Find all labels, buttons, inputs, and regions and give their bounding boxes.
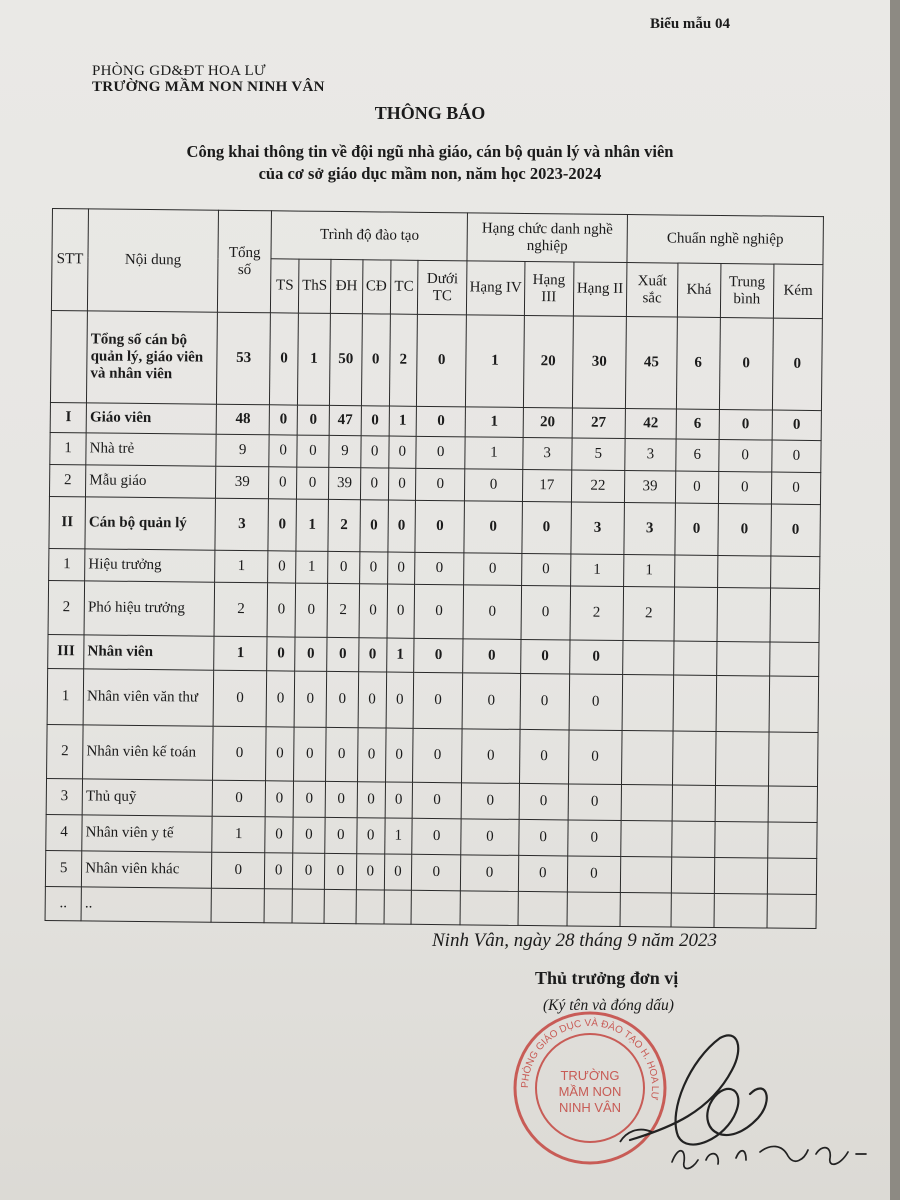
cell-value: 0 <box>521 585 571 640</box>
cell-value: 0 <box>269 435 297 467</box>
header-trung-binh: Trung bình <box>720 264 774 319</box>
cell-value <box>714 857 768 894</box>
cell-value <box>767 894 817 929</box>
cell-value: 2 <box>214 582 268 637</box>
cell-value: 0 <box>293 817 325 853</box>
cell-value: 0 <box>325 817 357 853</box>
header-kem: Kém <box>773 264 823 319</box>
cell-value: 0 <box>360 468 388 500</box>
cell-value: 1 <box>212 816 266 853</box>
cell-value: 1 <box>214 636 268 671</box>
cell-value: 17 <box>522 469 571 502</box>
cell-value: 22 <box>571 470 625 503</box>
school-name: TRƯỜNG MẦM NON NINH VÂN <box>92 79 325 95</box>
cell-value <box>620 892 671 927</box>
cell-value: 0 <box>519 729 569 784</box>
cell-stt: III <box>48 634 85 668</box>
cell-value: 0 <box>268 499 296 551</box>
cell-value <box>769 642 819 677</box>
cell-value: 39 <box>328 467 360 499</box>
cell-value: 0 <box>675 471 718 503</box>
cell-value <box>518 891 567 926</box>
cell-value <box>411 890 460 925</box>
document-title: THÔNG BÁO <box>374 103 486 123</box>
cell-value: 0 <box>521 553 570 586</box>
cell-noi-dung: Giáo viên <box>86 403 216 434</box>
cell-value <box>674 641 717 675</box>
cell-value: 0 <box>357 728 385 782</box>
cell-stt: I <box>50 402 86 432</box>
cell-value: 0 <box>522 501 572 554</box>
cell-value: 6 <box>676 439 719 471</box>
cell-value: 0 <box>297 405 329 435</box>
header-chuan-nghe-nghiep: Chuẩn nghề nghiệp <box>627 215 824 265</box>
cell-value: 0 <box>675 503 718 555</box>
cell-value: 0 <box>384 854 412 890</box>
cell-value: 0 <box>461 783 519 820</box>
cell-value <box>770 588 820 643</box>
cell-value: 0 <box>416 468 465 501</box>
cell-noi-dung: .. <box>81 887 211 922</box>
cell-value: 0 <box>414 638 463 673</box>
cell-noi-dung: Nhân viên <box>84 635 214 670</box>
staff-table <box>45 208 824 929</box>
cell-value <box>672 821 715 857</box>
svg-text:NINH VÂN: NINH VÂN <box>558 1100 622 1115</box>
cell-value: 1 <box>465 407 523 438</box>
cell-value <box>673 675 716 731</box>
cell-value: 50 <box>329 313 362 405</box>
cell-value: 0 <box>416 436 465 469</box>
cell-value: 0 <box>567 856 621 893</box>
cell-value: 0 <box>295 583 328 637</box>
cell-value: 0 <box>413 672 463 729</box>
form-code: Biểu mẫu 04 <box>650 16 731 32</box>
cell-noi-dung: Nhân viên y tế <box>82 815 212 852</box>
cell-value: 0 <box>327 637 359 671</box>
header-dh: ĐH <box>330 259 363 313</box>
cell-value: 0 <box>719 409 773 440</box>
svg-text:TRƯỜNG: TRƯỜNG <box>560 1068 620 1083</box>
cell-value: 0 <box>388 436 416 468</box>
cell-value <box>621 784 672 821</box>
cell-noi-dung: Mẫu giáo <box>86 465 216 498</box>
cell-value <box>716 641 770 676</box>
cell-value: 0 <box>211 852 265 889</box>
cell-value <box>671 857 714 893</box>
table-row <box>49 496 821 556</box>
header-ts: TS <box>271 259 299 313</box>
header-duoi-tc: Dưới TC <box>418 260 468 315</box>
cell-value: 0 <box>719 318 773 411</box>
header-tong-so: Tổng số <box>217 210 271 313</box>
cell-value: 0 <box>328 551 360 583</box>
cell-value <box>717 555 771 588</box>
cell-value: 1 <box>297 313 330 405</box>
cell-value: 0 <box>718 439 772 472</box>
cell-value: 0 <box>465 469 523 502</box>
cell-stt: 4 <box>46 814 83 850</box>
staff-table-body <box>45 310 822 928</box>
document-subtitle-line-1: Công khai thông tin về đội ngũ nhà giáo, cán bộ quản lý và nhân viên <box>186 142 674 161</box>
cell-value <box>673 731 716 785</box>
cell-stt: 1 <box>47 668 84 724</box>
cell-value: 30 <box>572 316 626 409</box>
cell-value: 0 <box>266 727 294 781</box>
header-hang-chuc-danh: Hạng chức danh nghề nghiệp <box>467 213 627 263</box>
cell-value: 1 <box>389 406 417 436</box>
cell-noi-dung: Tổng số cán bộ quản lý, giáo viên và nhân viên <box>87 311 218 404</box>
cell-stt: 2 <box>48 580 85 634</box>
cell-value: 6 <box>676 317 720 409</box>
cell-value: 1 <box>386 638 414 672</box>
cell-value <box>621 820 672 857</box>
cell-value: 0 <box>361 314 390 406</box>
cell-value: 0 <box>212 780 266 817</box>
cell-value: 0 <box>267 637 295 671</box>
cell-value <box>768 786 818 823</box>
cell-value: 0 <box>412 782 461 819</box>
cell-value <box>460 891 518 926</box>
cell-value: 0 <box>385 782 413 818</box>
cell-value: 0 <box>268 551 296 583</box>
seal-ring-text: PHÒNG GIÁO DỤC VÀ ĐÀO TẠO H. HOA LƯ <box>519 1017 661 1101</box>
cell-value: 0 <box>520 673 570 730</box>
cell-value: 2 <box>623 587 675 642</box>
cell-value: 0 <box>463 639 521 674</box>
cell-value: 6 <box>676 409 719 439</box>
cell-value: 45 <box>625 317 677 410</box>
header-cd: CĐ <box>362 260 390 314</box>
cell-value: 0 <box>270 313 299 405</box>
cell-value: 0 <box>462 673 520 730</box>
header-hang-iv: Hạng IV <box>467 261 525 316</box>
cell-value: 0 <box>295 637 327 671</box>
cell-value: 0 <box>267 583 295 637</box>
cell-value: 3 <box>215 498 269 551</box>
cell-value: 0 <box>213 726 267 781</box>
cell-value: 0 <box>265 781 293 817</box>
cell-value: 2 <box>570 586 624 641</box>
cell-value: 20 <box>523 407 572 438</box>
cell-value: 0 <box>461 819 519 856</box>
cell-stt: 5 <box>45 850 82 886</box>
cell-value: 2 <box>327 583 360 637</box>
cell-value: 0 <box>265 853 293 889</box>
cell-value: 0 <box>464 501 522 554</box>
cell-value: 0 <box>266 671 294 727</box>
cell-value: 0 <box>269 405 297 435</box>
cell-value <box>356 890 384 924</box>
cell-value: 2 <box>328 499 360 551</box>
header-xuat-sac: Xuất sắc <box>626 263 678 318</box>
header-stt: STT <box>51 209 88 311</box>
cell-value <box>292 889 324 923</box>
cell-value: 0 <box>297 435 329 467</box>
cell-value: 0 <box>358 672 386 728</box>
svg-text:MẦM NON: MẦM NON <box>558 1084 622 1099</box>
cell-value: 0 <box>360 500 388 552</box>
cell-value <box>672 785 715 821</box>
cell-value: 0 <box>387 584 415 638</box>
cell-value: 47 <box>329 405 361 435</box>
cell-value: 0 <box>356 854 384 890</box>
cell-value <box>714 893 768 928</box>
cell-value <box>716 675 770 732</box>
cell-value: 9 <box>216 434 270 467</box>
cell-value: 0 <box>359 638 387 672</box>
cell-value: 3 <box>624 503 676 556</box>
cell-value <box>675 555 718 587</box>
cell-value: 0 <box>361 406 389 436</box>
cell-value <box>623 641 674 676</box>
cell-stt <box>50 310 87 402</box>
cell-value: 0 <box>386 672 414 728</box>
cell-value: 0 <box>568 784 622 821</box>
cell-value: 0 <box>387 552 415 584</box>
cell-value: 0 <box>415 552 464 585</box>
cell-value: 42 <box>625 409 676 440</box>
table-row <box>45 886 816 928</box>
cell-value: 0 <box>417 314 467 407</box>
cell-value: 0 <box>269 467 297 499</box>
cell-value <box>671 893 714 927</box>
cell-value <box>324 889 356 923</box>
header-hang-ii: Hạng II <box>573 262 627 317</box>
cell-stt: 2 <box>47 724 84 778</box>
head-title: Thủ trưởng đơn vị <box>535 968 679 988</box>
cell-value: 0 <box>518 819 567 856</box>
table-row <box>47 724 819 786</box>
cell-value: 3 <box>523 437 572 470</box>
cell-value: 0 <box>324 853 356 889</box>
cell-value: 0 <box>385 728 413 782</box>
cell-noi-dung: Nhà trẻ <box>86 433 216 466</box>
cell-noi-dung: Cán bộ quản lý <box>85 497 215 550</box>
cell-value: 0 <box>771 472 820 505</box>
cell-value: 0 <box>718 471 772 504</box>
cell-value: 0 <box>357 818 385 854</box>
cell-value: 39 <box>624 471 675 504</box>
cell-value <box>620 856 671 893</box>
cell-value <box>715 785 769 822</box>
cell-stt: 2 <box>49 464 86 496</box>
cell-value: 5 <box>571 438 625 471</box>
cell-value: 2 <box>389 314 418 406</box>
cell-value: 0 <box>569 640 623 675</box>
cell-value <box>621 730 673 785</box>
cell-value <box>767 858 817 895</box>
cell-noi-dung: Phó hiệu trưởng <box>84 581 214 636</box>
cell-value: 0 <box>325 727 358 781</box>
cell-value: 1 <box>296 499 328 551</box>
header-ths: ThS <box>298 259 331 313</box>
cell-value: 1 <box>384 818 412 854</box>
cell-value: 1 <box>624 555 675 588</box>
cell-value: 0 <box>518 855 567 892</box>
cell-value: 0 <box>412 818 461 855</box>
signature-icon <box>560 1020 890 1180</box>
cell-value: 0 <box>772 440 821 473</box>
cell-value: 0 <box>718 503 772 556</box>
cell-value <box>674 587 717 641</box>
cell-value: 0 <box>265 817 293 853</box>
cell-value: 0 <box>326 671 359 727</box>
cell-value <box>768 732 818 787</box>
document-subtitle-line-2: của cơ sở giáo dục mầm non, năm học 2023-2024 <box>258 164 602 183</box>
table-row <box>50 310 822 410</box>
cell-value: 0 <box>412 854 461 891</box>
cell-value: 0 <box>461 855 519 892</box>
cell-value: 0 <box>293 781 325 817</box>
cell-stt: II <box>49 496 86 548</box>
cell-value: 0 <box>359 552 387 584</box>
cell-stt: .. <box>45 886 82 920</box>
cell-value <box>769 676 819 733</box>
cell-value: 1 <box>466 315 524 408</box>
cell-value <box>770 556 819 589</box>
cell-value: 0 <box>568 730 622 785</box>
header-tc: TC <box>390 260 418 314</box>
cell-value <box>768 822 818 859</box>
cell-noi-dung: Nhân viên văn thư <box>83 669 213 726</box>
cell-value: 0 <box>357 782 385 818</box>
cell-stt: 1 <box>49 548 86 580</box>
cell-value: 0 <box>292 853 324 889</box>
cell-value <box>384 890 412 924</box>
table-row <box>47 668 819 732</box>
cell-value: 0 <box>325 781 357 817</box>
cell-value: 0 <box>213 670 267 727</box>
cell-value: 0 <box>388 468 416 500</box>
cell-value: 0 <box>415 500 465 553</box>
table-row <box>48 580 820 642</box>
department-name: PHÒNG GD&ĐT HOA LƯ <box>92 63 266 79</box>
cell-value: 1 <box>465 437 523 470</box>
cell-value: 0 <box>293 727 326 781</box>
cell-value: 0 <box>771 504 821 557</box>
cell-value: 0 <box>463 585 521 640</box>
cell-value <box>715 731 769 786</box>
cell-stt: 3 <box>46 778 83 814</box>
cell-value: 0 <box>772 318 822 411</box>
cell-value: 27 <box>572 408 626 439</box>
cell-value: 0 <box>416 406 465 437</box>
cell-value: 0 <box>464 553 522 586</box>
place-date: Ninh Vân, ngày 28 tháng 9 năm 2023 <box>432 930 717 951</box>
cell-value <box>717 587 771 642</box>
cell-noi-dung: Thủ quỹ <box>82 779 212 816</box>
cell-value: 39 <box>216 466 270 499</box>
cell-value: 0 <box>414 584 464 639</box>
cell-value: 0 <box>359 584 387 638</box>
cell-value <box>714 821 768 858</box>
cell-value: 1 <box>570 554 624 587</box>
header-trinh-do-dao-tao: Trình độ đào tạo <box>271 211 467 261</box>
cell-value <box>264 889 292 923</box>
header-kha: Khá <box>677 263 720 317</box>
cell-value: 20 <box>523 315 573 408</box>
cell-value: 0 <box>387 500 415 552</box>
cell-value <box>567 892 621 927</box>
header-hang-iii: Hạng III <box>524 261 574 316</box>
cell-value: 0 <box>361 436 389 468</box>
cell-value: 9 <box>329 435 361 467</box>
cell-value: 0 <box>462 729 520 784</box>
cell-value <box>211 888 265 923</box>
cell-value <box>622 675 674 732</box>
cell-value: 0 <box>294 671 327 727</box>
cell-value: 1 <box>215 550 269 583</box>
cell-stt: 1 <box>50 432 87 464</box>
cell-value: 0 <box>569 674 623 731</box>
cell-value: 0 <box>519 783 568 820</box>
cell-value: 3 <box>625 439 676 472</box>
cell-value: 3 <box>571 502 625 555</box>
cell-value: 1 <box>296 551 328 583</box>
cell-value: 0 <box>413 728 463 783</box>
cell-value: 48 <box>216 404 270 435</box>
sign-note: (Ký tên và đóng dấu) <box>543 997 674 1014</box>
cell-value: 0 <box>567 820 621 857</box>
cell-value: 0 <box>296 467 328 499</box>
header-noi-dung: Nội dung <box>88 209 219 312</box>
cell-noi-dung: Nhân viên khác <box>82 851 212 888</box>
cell-value: 53 <box>217 312 271 405</box>
cell-noi-dung: Nhân viên kế toán <box>83 725 213 780</box>
cell-noi-dung: Hiệu trưởng <box>85 549 215 582</box>
cell-value: 0 <box>520 639 569 674</box>
cell-value: 0 <box>772 410 821 441</box>
